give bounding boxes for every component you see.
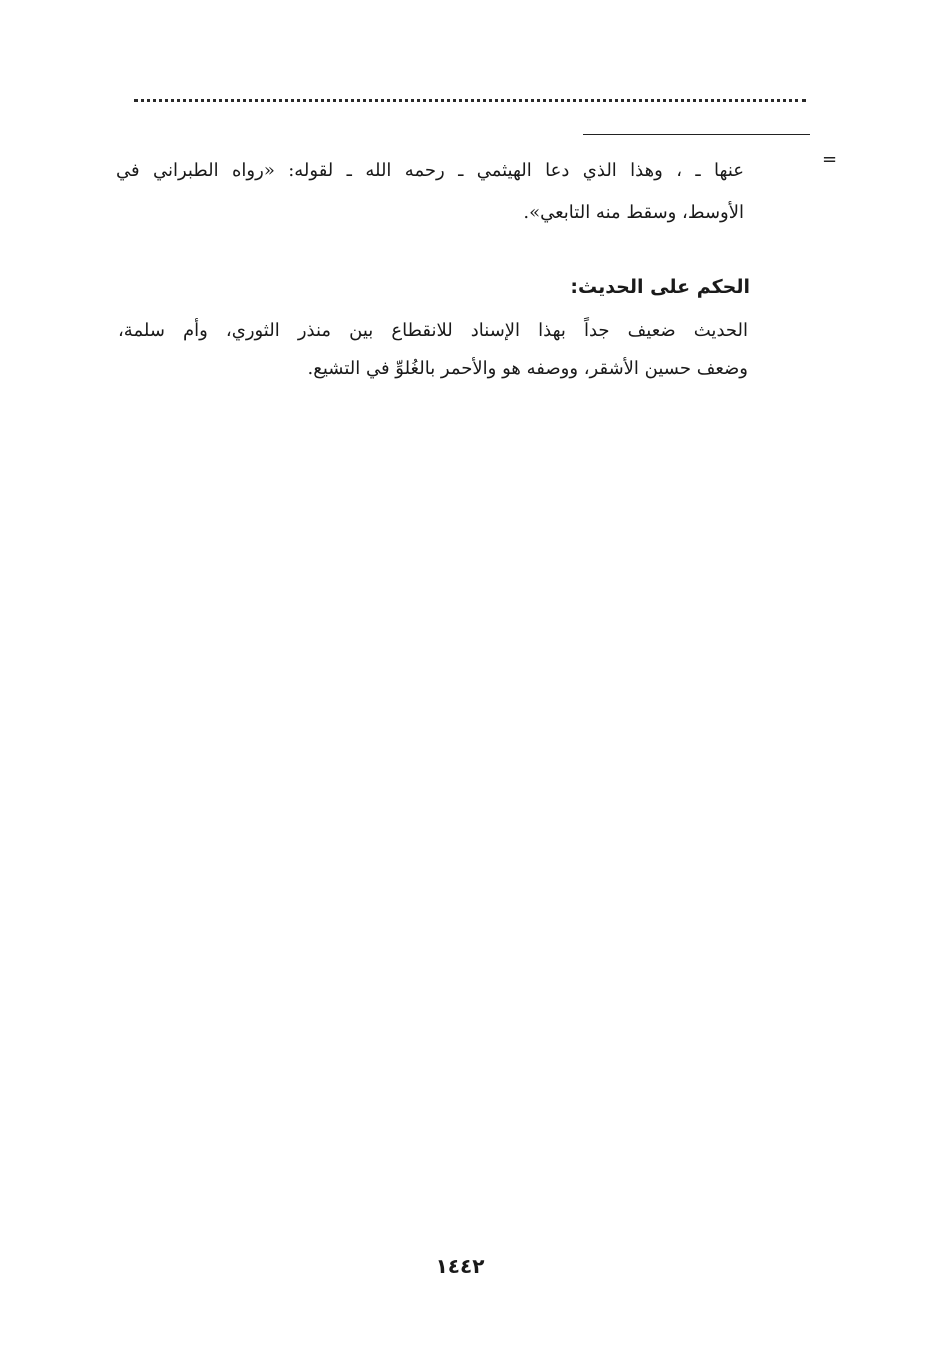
ruling-line-1: الحديث ضعيف جداً بهذا الإسناد للانقطاع بين منذر الثوري، وأم سلمة،: [118, 320, 748, 341]
ruling-paragraph: [118, 312, 748, 388]
page-number: ١٤٤٢: [435, 1254, 485, 1278]
footnote-continuation-mark: =: [822, 149, 838, 170]
footnote-separator-line: [583, 134, 810, 135]
footnote-line-1: عنها ـ ، وهذا الذي دعا الهيثمي ـ رحمه الله ـ لقوله: «رواه الطبراني في: [116, 160, 744, 181]
section-heading-ruling: الحكم على الحديث:: [570, 276, 750, 298]
ruling-line-2: وضعف حسين الأشقر، ووصفه هو والأحمر بالغُلوِّ في التشيع.: [307, 358, 748, 379]
footnote-line-2: الأوسط، وسقط منه التابعي».: [523, 202, 744, 223]
footnote-text: [116, 150, 744, 234]
dotted-divider: [134, 99, 806, 102]
